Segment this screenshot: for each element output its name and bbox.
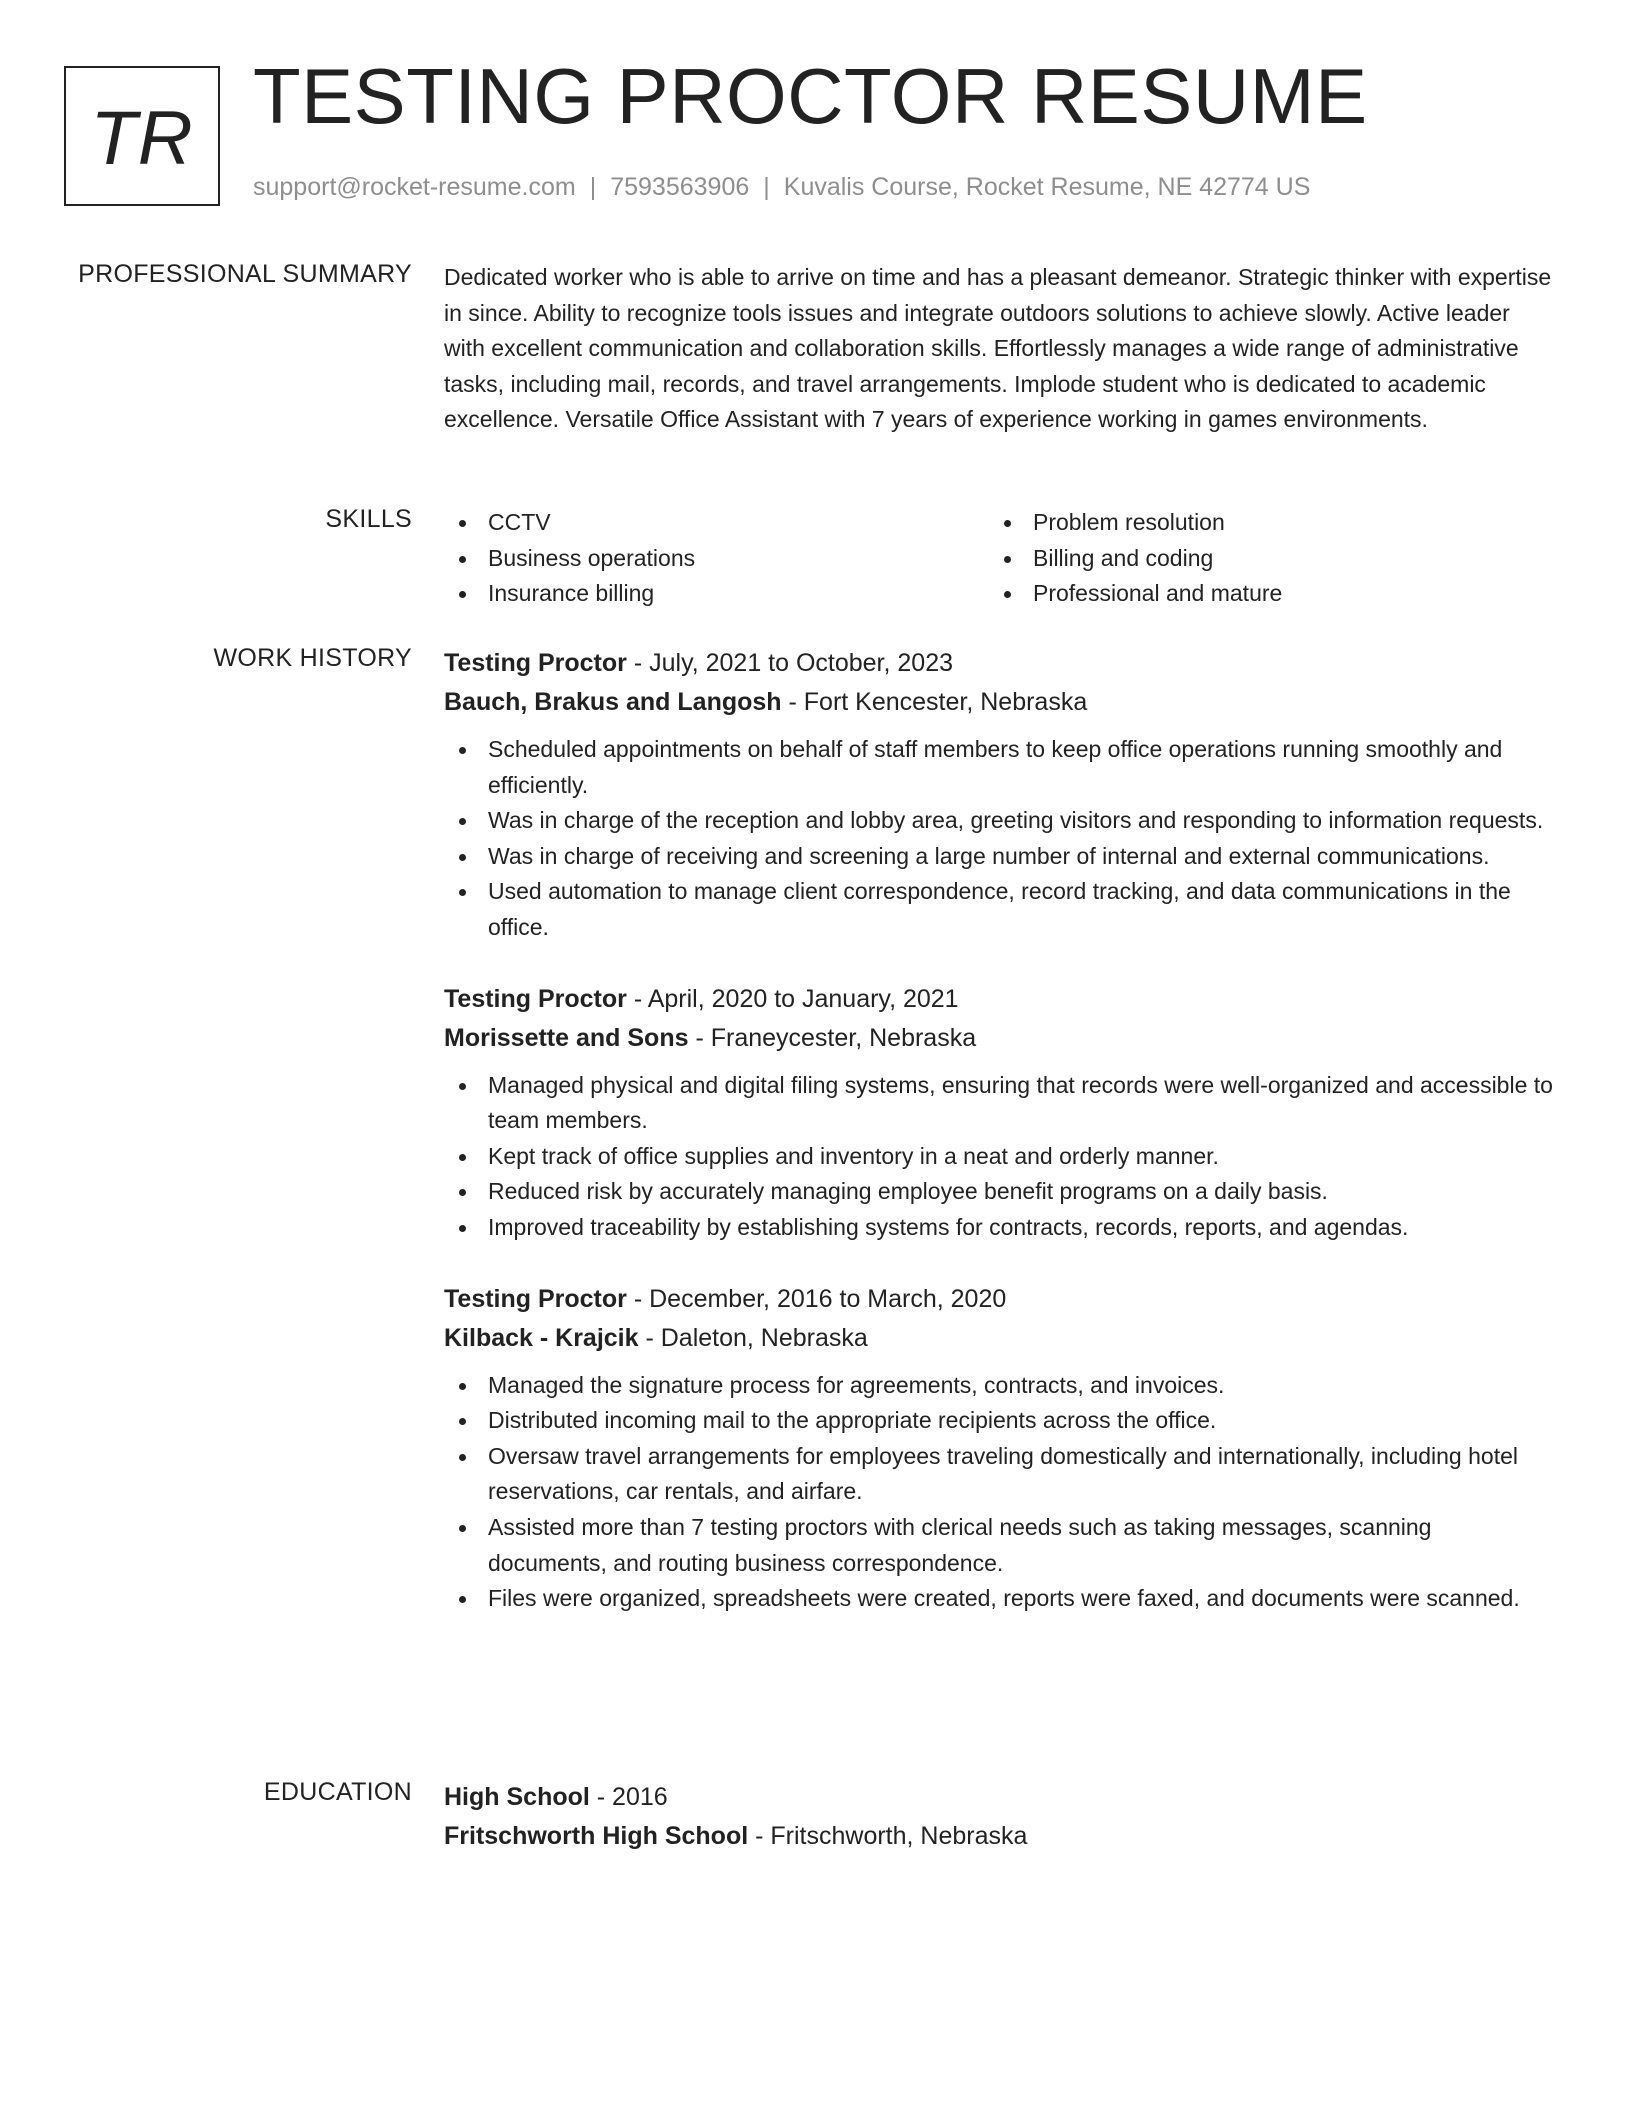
skills-column-left bbox=[444, 505, 989, 612]
monogram-initials: TR bbox=[90, 95, 194, 181]
job-entry bbox=[444, 980, 1554, 1246]
job-title-line bbox=[444, 1280, 1554, 1319]
job-dates: - July, 2021 to October, 2023 bbox=[626, 649, 954, 677]
duty-item: Scheduled appointments on behalf of staff members to keep office operations running smoothly and efficiently. bbox=[444, 732, 1554, 803]
job-title-line bbox=[444, 644, 1554, 683]
job-duties bbox=[444, 1368, 1554, 1617]
skills-column-right bbox=[989, 505, 1534, 612]
job-title: Testing Proctor bbox=[444, 1284, 627, 1313]
job-title: Testing Proctor bbox=[444, 649, 627, 677]
job-company-line bbox=[444, 1019, 1554, 1058]
contact-separator: | bbox=[763, 173, 770, 201]
skill-item: Professional and mature bbox=[989, 576, 1534, 612]
education-location: - Fritschworth, Nebraska bbox=[748, 1822, 1028, 1850]
summary-heading: PROFESSIONAL SUMMARY bbox=[78, 260, 412, 288]
duty-item: Assisted more than 7 testing proctors with clerical needs such as taking messages, scanning documents, and routing business correspondence. bbox=[444, 1510, 1554, 1581]
monogram-badge bbox=[64, 66, 220, 206]
education-school-line bbox=[444, 1817, 1554, 1856]
resume-title: TESTING PROCTOR RESUME bbox=[253, 52, 1368, 140]
summary-text: Dedicated worker who is able to arrive on time and has a pleasant demeanor. Strategic thinker with expertise in since. Ability to recognize tools issues and integrate outdoors solutions to achieve slowly. Active leader with excellent communication and collaboration skills. Effortlessly manages a wide range of administrative tasks, including mail, records, and travel arrangements. Implode student who is dedicated to academic excellence. Versatile Office Assistant with 7 years of experience working in games environments. bbox=[444, 264, 1552, 433]
duty-item: Improved traceability by establishing systems for contracts, records, reports, and agendas. bbox=[444, 1210, 1554, 1246]
duty-item: Managed physical and digital filing systems, ensuring that records were well-organized and accessible to team members. bbox=[444, 1068, 1554, 1139]
education-heading: EDUCATION bbox=[263, 1778, 412, 1806]
job-entry bbox=[444, 1280, 1554, 1617]
duty-item: Managed the signature process for agreements, contracts, and invoices. bbox=[444, 1368, 1554, 1404]
job-company: Morissette and Sons bbox=[444, 1023, 689, 1052]
job-entry bbox=[444, 644, 1554, 946]
education-school: Fritschworth High School bbox=[444, 1822, 749, 1850]
job-dates: - April, 2020 to January, 2021 bbox=[626, 984, 959, 1013]
duty-item: Distributed incoming mail to the appropriate recipients across the office. bbox=[444, 1403, 1554, 1439]
duty-item: Reduced risk by accurately managing employee benefit programs on a daily basis. bbox=[444, 1174, 1554, 1210]
job-location: - Fort Kencester, Nebraska bbox=[781, 688, 1088, 716]
job-location: - Franeycester, Nebraska bbox=[688, 1023, 977, 1052]
education-year: - 2016 bbox=[589, 1783, 668, 1811]
job-dates: - December, 2016 to March, 2020 bbox=[626, 1284, 1007, 1313]
job-duties bbox=[444, 1068, 1554, 1246]
duty-item: Oversaw travel arrangements for employees traveling domestically and internationally, including hotel reservations, car rentals, and airfare. bbox=[444, 1439, 1554, 1510]
skill-item: Business operations bbox=[444, 541, 989, 577]
job-title: Testing Proctor bbox=[444, 984, 627, 1013]
job-location: - Daleton, Nebraska bbox=[638, 1323, 868, 1352]
skill-item: Problem resolution bbox=[989, 505, 1534, 541]
duty-item: Was in charge of the reception and lobby area, greeting visitors and responding to information requests. bbox=[444, 803, 1554, 839]
work-history-heading: WORK HISTORY bbox=[213, 644, 412, 672]
duty-item: Used automation to manage client correspondence, record tracking, and data communications in the office. bbox=[444, 874, 1554, 945]
duty-item: Files were organized, spreadsheets were created, reports were faxed, and documents were scanned. bbox=[444, 1581, 1554, 1617]
duty-item: Was in charge of receiving and screening a large number of internal and external communications. bbox=[444, 839, 1554, 875]
work-history-list bbox=[444, 644, 1554, 1651]
contact-phone: 7593563906 bbox=[610, 173, 750, 201]
contact-separator: | bbox=[589, 173, 597, 201]
job-title-line bbox=[444, 980, 1554, 1019]
job-company-line bbox=[444, 683, 1554, 722]
contact-email: support@rocket-resume.com bbox=[253, 173, 576, 201]
job-company: Kilback - Krajcik bbox=[444, 1323, 639, 1352]
duty-item: Kept track of office supplies and inventory in a neat and orderly manner. bbox=[444, 1139, 1554, 1175]
skill-item: CCTV bbox=[444, 505, 989, 541]
contact-address: Kuvalis Course, Rocket Resume, NE 42774 US bbox=[783, 173, 1311, 201]
job-duties bbox=[444, 732, 1554, 946]
contact-line bbox=[253, 173, 1310, 202]
skills-list bbox=[444, 505, 1554, 612]
skill-item: Insurance billing bbox=[444, 576, 989, 612]
education-degree-line bbox=[444, 1778, 1554, 1817]
education-entry bbox=[444, 1778, 1554, 1856]
job-company-line bbox=[444, 1319, 1554, 1358]
skills-heading: SKILLS bbox=[325, 505, 412, 533]
job-company: Bauch, Brakus and Langosh bbox=[444, 688, 782, 716]
education-degree: High School bbox=[444, 1783, 590, 1811]
skill-item: Billing and coding bbox=[989, 541, 1534, 577]
